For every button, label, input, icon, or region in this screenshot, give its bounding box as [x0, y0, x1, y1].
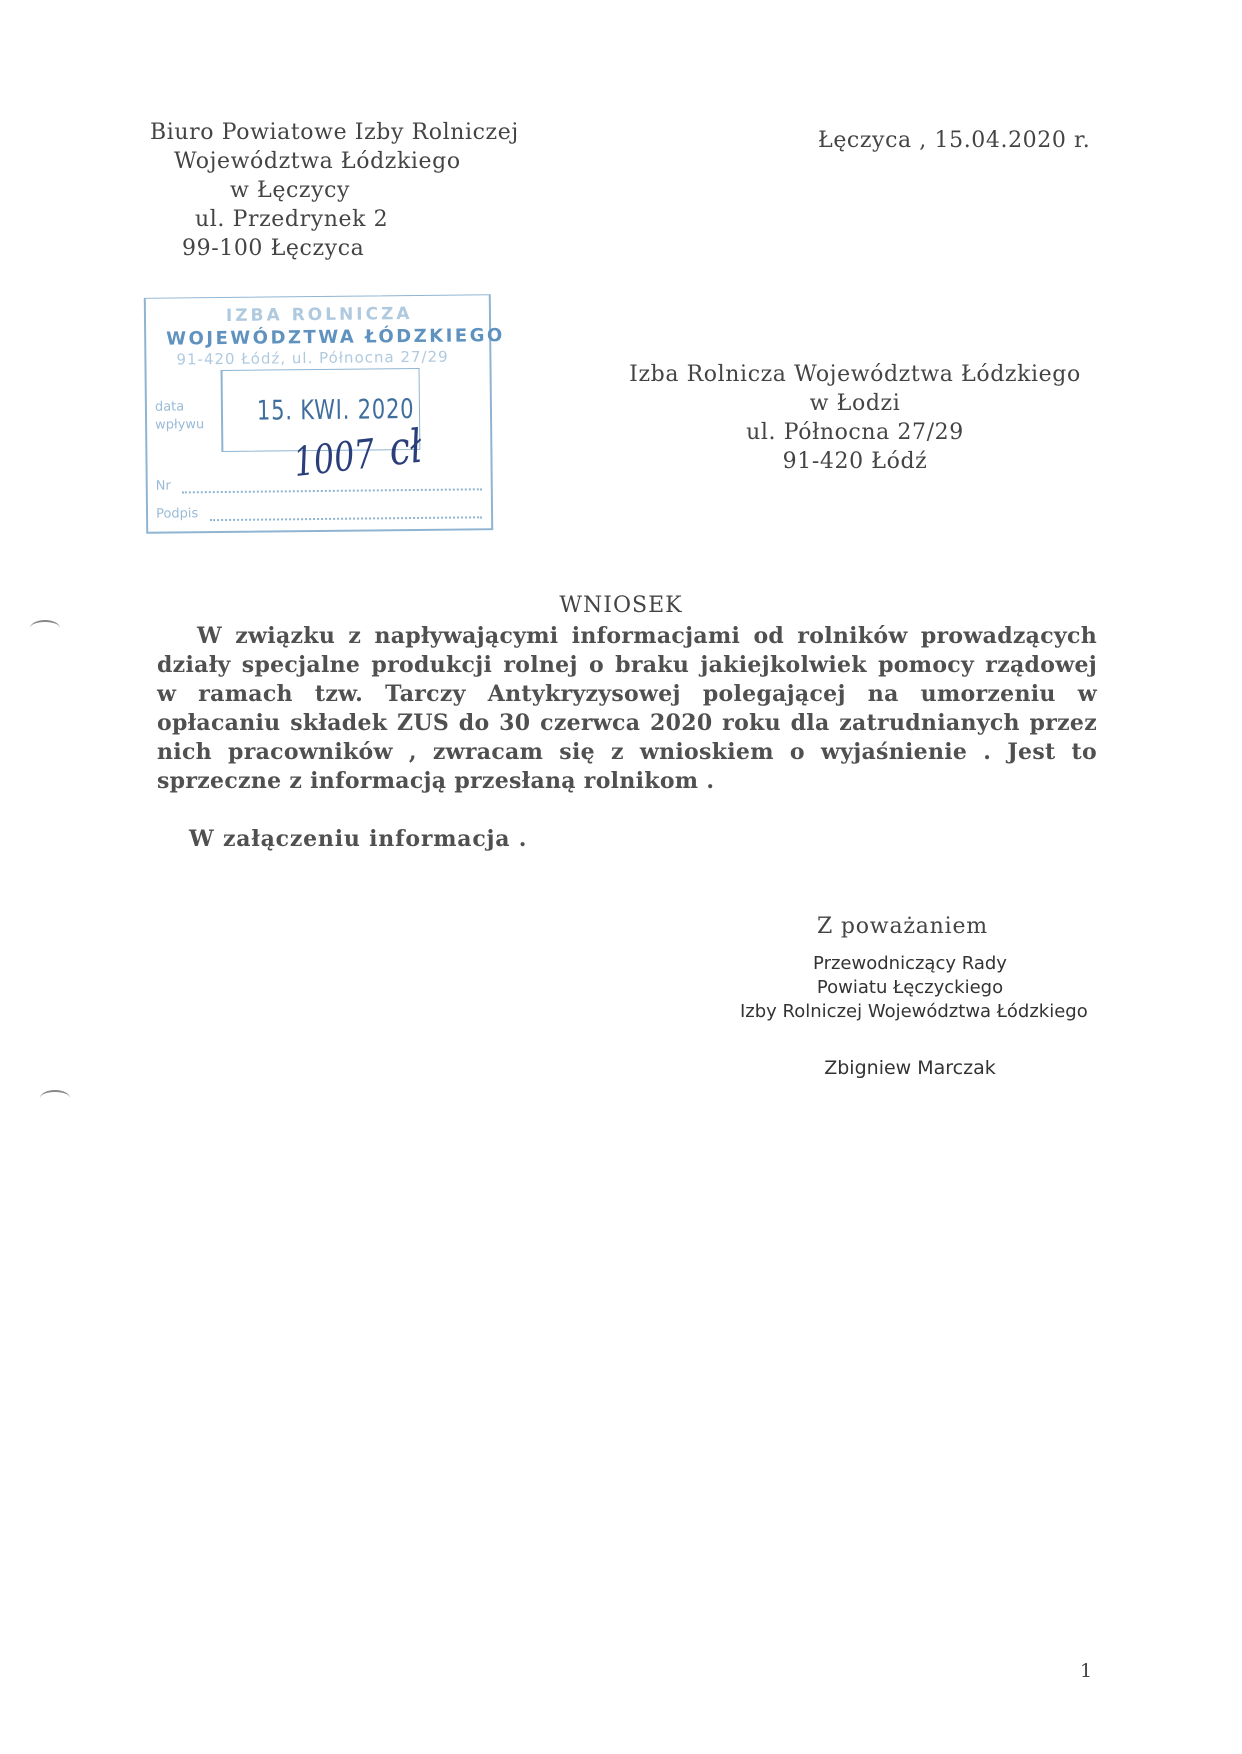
sender-line: Biuro Powiatowe Izby Rolniczej	[150, 120, 519, 145]
recipient-line: 91-420 Łódź	[782, 449, 928, 474]
sender-line: Województwa Łódzkiego	[174, 149, 461, 174]
stamp-org-line1: IZBA ROLNICZA	[225, 304, 413, 326]
recipient-address	[620, 360, 1090, 476]
sender-address	[150, 118, 519, 263]
document-title: WNIOSEK	[559, 593, 683, 618]
stamp-nr-line	[182, 487, 482, 493]
signature-line: Przewodniczący Rady	[813, 953, 1007, 974]
recipient-line: Izba Rolnicza Województwa Łódzkiego	[629, 362, 1081, 387]
recipient-line: ul. Północna 27/29	[746, 420, 964, 445]
stamp-org-line2: WOJEWÓDZTWA ŁÓDZKIEGO	[166, 325, 505, 350]
closing-line: Z poważaniem	[817, 914, 988, 939]
sender-line: w Łęczycy	[230, 178, 351, 203]
sender-line: ul. Przedrynek 2	[195, 207, 389, 232]
punch-hole-mark	[40, 1090, 70, 1106]
stamp-date-label: data wpływu	[154, 399, 205, 433]
attachment-note: W załączeniu informacja .	[189, 826, 528, 852]
signature-line: Powiatu Łęczyckiego	[816, 977, 1004, 998]
body-text: W związku z napływającymi informacjami od rolników prowadzących działy specjalne produkcji rolnej o braku jakiejkolwiek pomocy rządowej w ramach tzw. Tarczy Antykryzysowej polegającej na umorzeniu w opłacaniu składek ZUS do 30 czerwca 2020 roku dla zatrudnianych przez nich pracowników , zwracam się z wnioskiem o wyjaśnienie . Jest to sprzeczne z informacją przesłaną rolnikom .	[157, 623, 1097, 794]
body-paragraph	[157, 622, 1097, 796]
signature-block	[740, 952, 1088, 1024]
sender-line: 99-100 Łęczyca	[182, 236, 365, 261]
stamp-number: 1007	[291, 431, 378, 487]
stamp-date: 15. KWI. 2020	[256, 393, 415, 427]
stamp-nr-label: Nr	[155, 478, 171, 494]
page-number: 1	[1080, 1660, 1093, 1682]
stamp-podpis-line	[210, 515, 482, 521]
punch-hole-mark	[30, 620, 60, 636]
recipient-line: w Łodzi	[809, 391, 901, 416]
receipt-stamp	[144, 294, 505, 534]
signature-name: Zbigniew Marczak	[824, 1057, 996, 1079]
date-line: Łęczyca , 15.04.2020 r.	[818, 128, 1091, 153]
stamp-org-line3: 91-420 Łódź, ul. Północna 27/29	[176, 347, 449, 369]
signature-line: Izby Rolniczej Województwa Łódzkiego	[740, 1001, 1088, 1022]
stamp-podpis-label: Podpis	[155, 506, 199, 522]
stamp-initials: cł	[386, 418, 425, 477]
